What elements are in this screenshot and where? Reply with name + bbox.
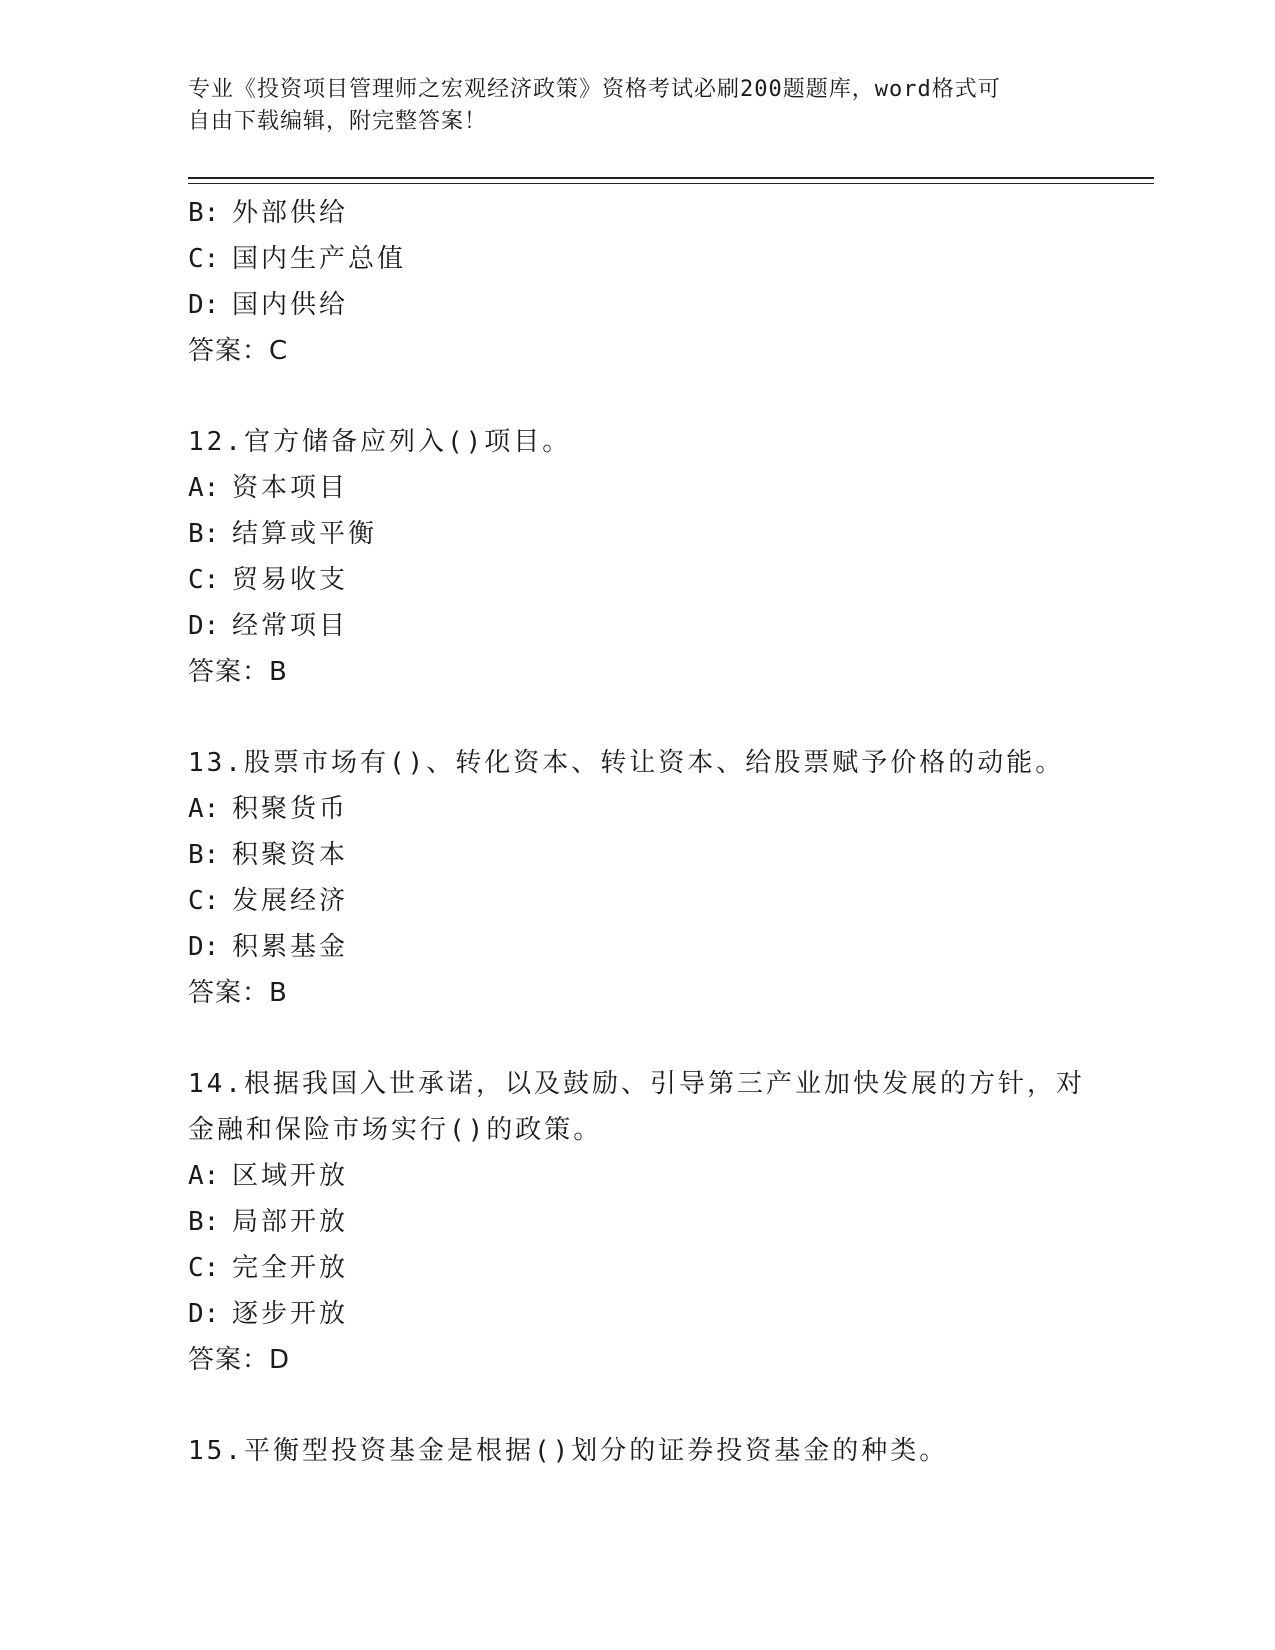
option-a — [188, 786, 1088, 832]
option-c — [188, 878, 1088, 924]
question-block-15 — [188, 1428, 1088, 1474]
option-letter: A: — [188, 794, 220, 824]
answer-line: 答案：B — [188, 657, 288, 687]
option-text: 积聚资本 — [232, 840, 349, 870]
option-letter: D: — [188, 932, 220, 962]
question-block-partial — [188, 190, 1088, 374]
option-text: 积累基金 — [232, 932, 349, 962]
option-text: 逐步开放 — [232, 1299, 349, 1329]
question-stem: 13.股票市场有()、转化资本、转让资本、给股票赋予价格的动能。 — [188, 748, 1065, 778]
question-stem: 12.官方储备应列入()项目。 — [188, 427, 572, 457]
question-block-14 — [188, 1061, 1088, 1383]
option-d — [188, 603, 1088, 649]
option-text: 外部供给 — [232, 198, 349, 228]
option-text: 资本项目 — [232, 473, 349, 503]
option-letter: C: — [188, 244, 220, 274]
option-text: 国内生产总值 — [232, 244, 407, 274]
question-block-12 — [188, 419, 1088, 695]
option-letter: D: — [188, 611, 220, 641]
header-line-1: 专业《投资项目管理师之宏观经济政策》资格考试必刷200题题库，word格式可 — [188, 77, 1001, 102]
option-text: 完全开放 — [232, 1253, 349, 1283]
option-text: 国内供给 — [232, 290, 349, 320]
option-d — [188, 924, 1088, 970]
header-line-2: 自由下载编辑，附完整答案！ — [188, 109, 488, 134]
option-letter: B: — [188, 1207, 220, 1237]
option-text: 经常项目 — [232, 611, 349, 641]
question-stem-line-1: 14.根据我国入世承诺，以及鼓励、引导第三产业加快发展的方针，对 — [188, 1069, 1085, 1099]
option-d — [188, 282, 1088, 328]
option-letter: A: — [188, 473, 220, 503]
option-b — [188, 1199, 1088, 1245]
answer-line: 答案：D — [188, 1345, 291, 1375]
question-stem: 15.平衡型投资基金是根据()划分的证券投资基金的种类。 — [188, 1436, 949, 1466]
header-rule-thick — [188, 177, 1154, 179]
option-letter: D: — [188, 1299, 220, 1329]
option-text: 积聚货币 — [232, 794, 349, 824]
option-b — [188, 190, 1088, 236]
question-block-13 — [188, 740, 1088, 1016]
option-letter: A: — [188, 1161, 220, 1191]
option-a — [188, 1153, 1088, 1199]
option-text: 区域开放 — [232, 1161, 349, 1191]
option-a — [188, 465, 1088, 511]
option-c — [188, 236, 1088, 282]
option-text: 结算或平衡 — [232, 519, 378, 549]
document-header — [188, 74, 1088, 138]
option-b — [188, 832, 1088, 878]
header-rule-thin — [188, 183, 1154, 184]
option-letter: C: — [188, 886, 220, 916]
option-c — [188, 557, 1088, 603]
answer-line: 答案：B — [188, 978, 288, 1008]
option-letter: B: — [188, 840, 220, 870]
option-text: 局部开放 — [232, 1207, 349, 1237]
option-letter: C: — [188, 1253, 220, 1283]
option-letter: B: — [188, 519, 220, 549]
option-c — [188, 1245, 1088, 1291]
option-text: 贸易收支 — [232, 565, 349, 595]
option-letter: B: — [188, 198, 220, 228]
option-text: 发展经济 — [232, 886, 349, 916]
question-stem-line-2: 金融和保险市场实行()的政策。 — [188, 1115, 603, 1145]
answer-line: 答案：C — [188, 336, 289, 366]
option-letter: D: — [188, 290, 220, 320]
option-d — [188, 1291, 1088, 1337]
option-letter: C: — [188, 565, 220, 595]
option-b — [188, 511, 1088, 557]
question-list — [188, 190, 1088, 1474]
